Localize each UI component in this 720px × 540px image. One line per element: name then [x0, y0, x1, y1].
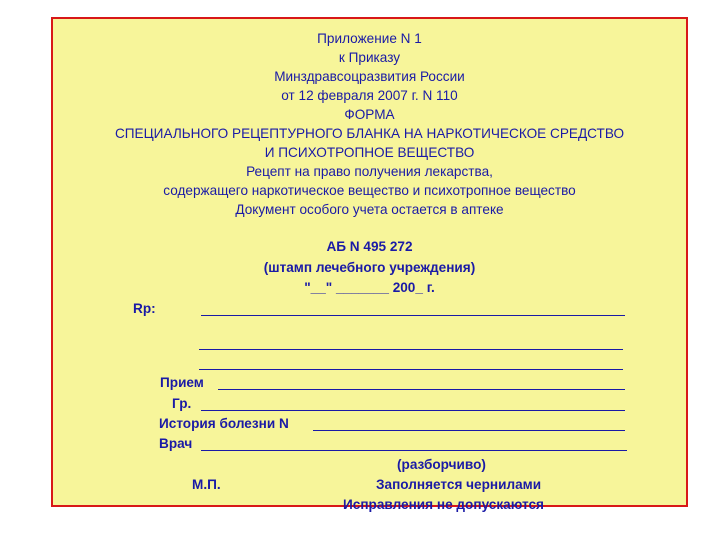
rp-label: Rp: [133, 301, 156, 316]
prescription-right-line: Рецепт на право получения лекарства, [246, 164, 493, 179]
form-number: АБ N 495 272 [326, 239, 413, 254]
blank-line-2 [199, 349, 623, 350]
form-title-line2: И ПСИХОТРОПНОЕ ВЕЩЕСТВО [264, 145, 475, 160]
seal-label: М.П. [192, 477, 221, 492]
pharmacy-note-line: Документ особого учета остается в аптеке [235, 202, 504, 217]
gr-blank-line [201, 410, 625, 411]
doctor-blank-line [201, 450, 627, 451]
date-line: "__" _______ 200_ г. [304, 280, 435, 295]
legibly-note: (разборчиво) [397, 457, 486, 472]
gr-label: Гр. [172, 396, 192, 411]
rp-blank-line [201, 315, 625, 316]
prescription-form-card [51, 17, 688, 512]
doctor-label: Врач [159, 436, 193, 451]
appendix-line: Приложение N 1 [317, 31, 422, 46]
form-title-line1: СПЕЦИАЛЬНОГО РЕЦЕПТУРНОГО БЛАНКА НА НАРКОТИЧЕСКОЕ СРЕДСТВО [114, 126, 625, 141]
ink-note: Заполняется чернилами [376, 477, 542, 492]
substance-line: содержащего наркотическое вещество и психотропное вещество [163, 183, 576, 198]
intake-label: Прием [160, 375, 204, 390]
history-label: История болезни N [159, 416, 289, 431]
ministry-line: Минздравсоцразвития России [274, 69, 465, 84]
order-date-line: от 12 февраля 2007 г. N 110 [281, 88, 458, 103]
history-blank-line [313, 430, 625, 431]
intake-blank-line [218, 389, 625, 390]
stamp-label: (штамп лечебного учреждения) [263, 260, 476, 275]
blank-line-3 [199, 369, 623, 370]
form-label: ФОРМА [344, 107, 395, 122]
order-line: к Приказу [338, 50, 401, 65]
no-corrections-note: Исправления не допускаются [343, 497, 544, 512]
